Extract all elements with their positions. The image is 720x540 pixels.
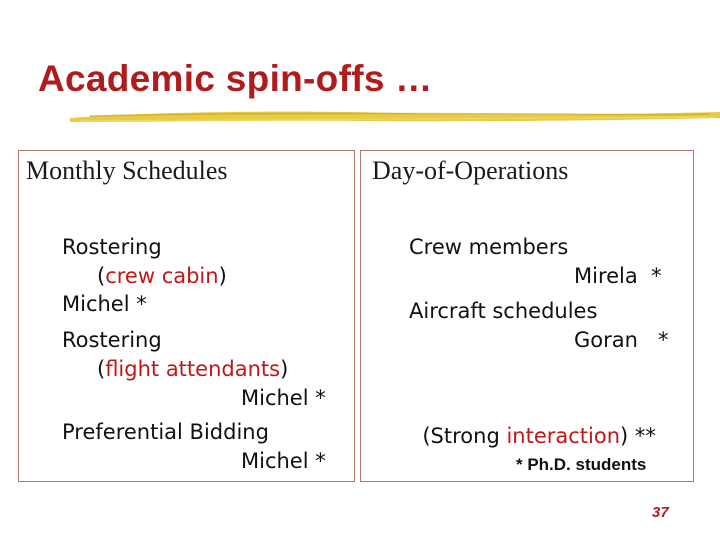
michel-line-1: Michel * [62, 292, 147, 316]
crew-cabin-line [97, 263, 227, 289]
crew-cabin-text: crew cabin [105, 264, 219, 288]
monthly-schedules-heading: Monthly Schedules [26, 156, 228, 185]
paren-close: ) [218, 264, 227, 288]
crew-members-line: Crew members [409, 235, 569, 259]
goran-line: Goran * [574, 328, 669, 352]
strong-close-text: ) ** [620, 424, 656, 448]
slide-title: Academic spin-offs … [38, 58, 433, 99]
michel-line-2: Michel * [241, 386, 326, 410]
michel-line-3: Michel * [241, 449, 326, 473]
paren-close: ) [280, 357, 289, 381]
rostering-line-2: Rostering [62, 328, 162, 352]
flight-attendants-text: flight attendants [105, 357, 281, 381]
strong-open-text: (Strong [422, 424, 507, 448]
interaction-text: interaction [506, 424, 621, 448]
paren-open: ( [97, 264, 106, 288]
strong-interaction-line [409, 397, 656, 449]
mirela-line: Mirela * [574, 264, 662, 288]
page-number: 37 [652, 504, 669, 521]
title-underline-decoration [70, 104, 720, 130]
preferential-bidding-line: Preferential Bidding [62, 420, 269, 444]
paren-open: ( [97, 357, 106, 381]
phd-students-footnote: * Ph.D. students [516, 455, 647, 474]
aircraft-schedules-line: Aircraft schedules [409, 299, 598, 323]
flight-attendants-line [97, 356, 288, 382]
day-of-operations-heading: Day-of-Operations [372, 156, 569, 185]
rostering-line-1: Rostering [62, 235, 162, 259]
